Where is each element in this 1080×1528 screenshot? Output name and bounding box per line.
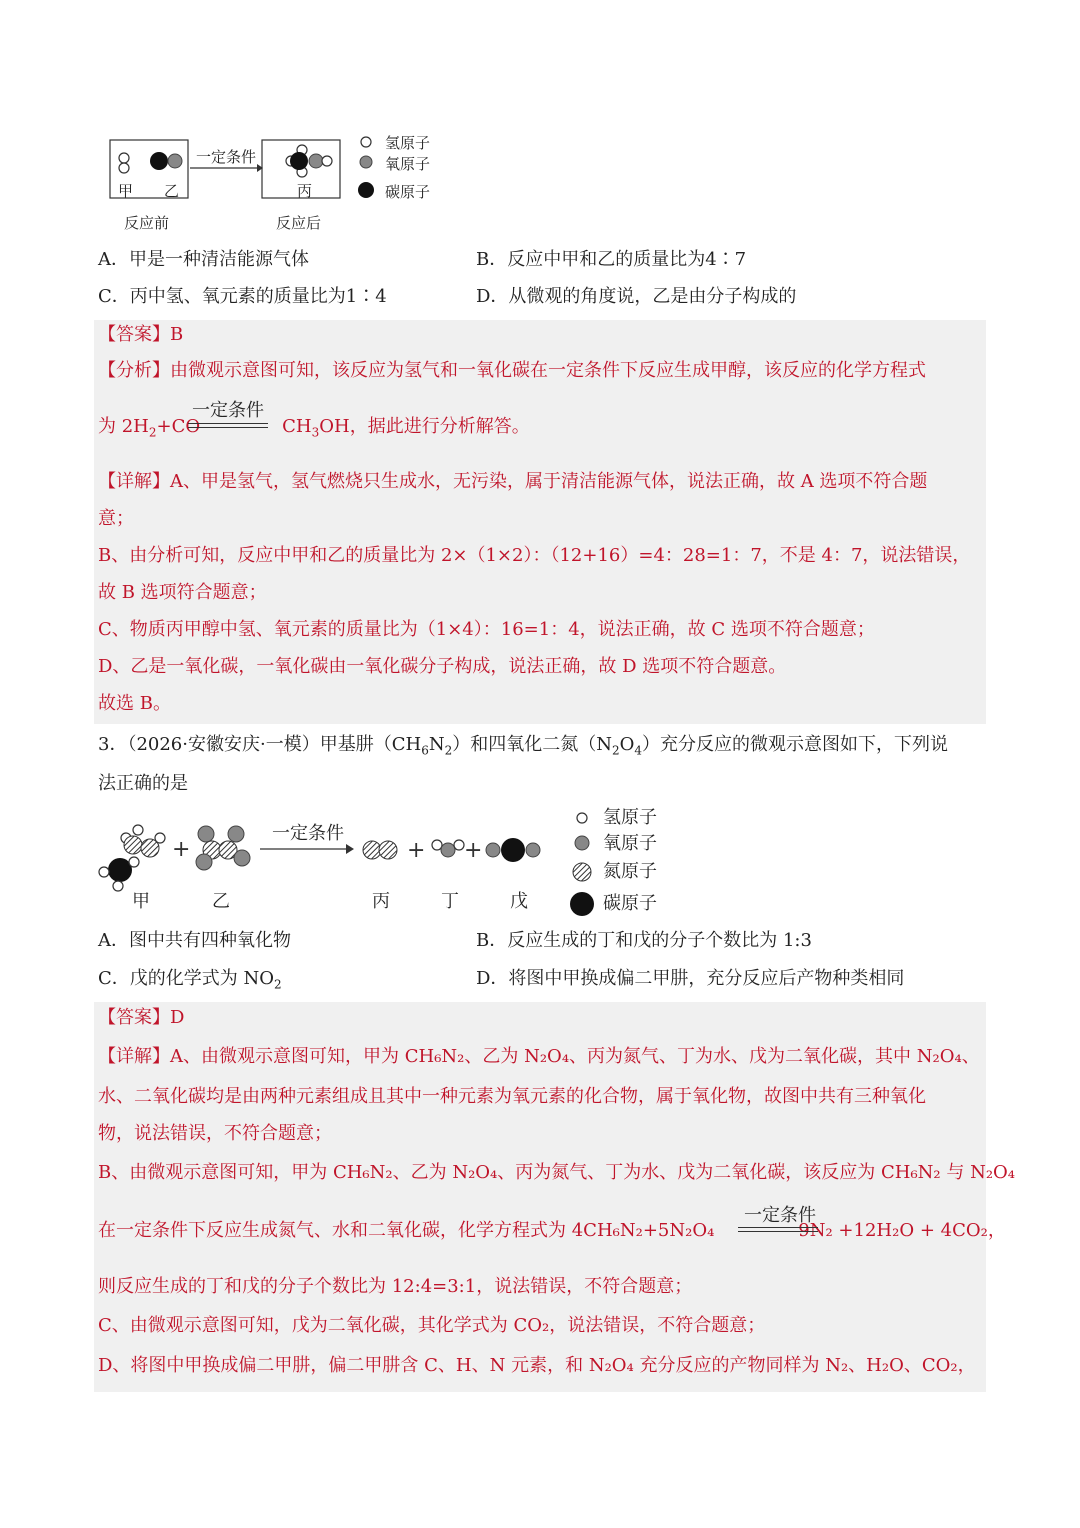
- q2-legend-h: 氢原子: [385, 134, 431, 152]
- q3-stem-line1: 3．（2026·安徽安庆·一模）甲基肼$(CH_6N_2)$和四氧化二氮$(N_2O_4)$充分反应的微观示意图如下，下列说: [98, 734, 949, 758]
- q2-detail-line7: 故选 B。: [98, 693, 171, 714]
- q2-option-b: B．反应中甲和乙的质量比为4∶7: [476, 249, 747, 270]
- svg-text:+: +: [407, 838, 426, 863]
- q3-option-d: D．将图中甲换成偏二甲肼，充分反应后产物种类相同: [476, 968, 905, 989]
- q3-detail-line7: C、由微观示意图可知，戊为二氧化碳，其化学式为 CO₂，说法错误，不符合题意；: [98, 1315, 766, 1336]
- q2-label-bing: 丙: [297, 182, 313, 200]
- q3-detail-line2: 水、二氧化碳均是由两种元素组成且其中一种元素为氧元素的化合物，属于氧化物，故图中共有三种氧化: [98, 1086, 926, 1107]
- q3-detail-line4: B、由微观示意图可知，甲为 CH₆N₂、乙为 N₂O₄、丙为氮气、丁为水、戊为二氧化碳，该反应为 CH₆N₂ 与 N₂O₄: [98, 1162, 1016, 1183]
- q2-detail-line5: C、物质丙甲醇中氢、氧元素的质量比为（1×4）：16=1：4，说法正确，故 C 选项不符合题意；: [98, 619, 875, 640]
- q3-equation-condition: 一定条件: [744, 1205, 816, 1226]
- q3-legend-n: 氮原子: [603, 861, 657, 882]
- h2-atom: [119, 153, 129, 163]
- q3-label-wu: 戊: [510, 891, 528, 912]
- svg-text:+: +: [172, 837, 191, 862]
- q2-arrow-label: 一定条件: [196, 148, 257, 166]
- q3-detail-line8: D、将图中甲换成偏二甲肼，偏二甲肼含 C、H、N 元素，和 N₂O₄ 充分反应的产物同样为 N₂、H₂O、CO₂，: [98, 1355, 976, 1376]
- q3-option-b: B．反应生成的丁和戊的分子个数比为 1:3: [476, 930, 812, 951]
- q3-label-bing: 丙: [372, 891, 390, 912]
- q3-detail-line3: 物，说法错误，不符合题意；: [98, 1123, 332, 1144]
- q2-detail-line3: B、由分析可知，反应中甲和乙的质量比为 2×（1×2）：（12+16）=4：28=1：7，不是 4：7，说法错误，: [98, 545, 971, 566]
- q2-answer: 【答案】B: [98, 324, 184, 345]
- q3-answer: 【答案】D: [98, 1007, 185, 1028]
- q2-detail-line2: 意；: [98, 508, 134, 529]
- q2-equation-arrow: [188, 423, 268, 428]
- q3-arrow-label: 一定条件: [272, 823, 344, 844]
- q3-equation-arrow: [738, 1227, 818, 1232]
- q2-analysis-line1: 【分析】由微观示意图可知，该反应为氢气和一氧化碳在一定条件下反应生成甲醇，该反应的化学方程式: [98, 360, 926, 381]
- q2-caption-before: 反应前: [124, 214, 170, 232]
- q2-detail-line1: 【详解】A、甲是氢气，氢气燃烧只生成水，无污染，属于清洁能源气体，说法正确，故 A 选项不符合题: [98, 471, 928, 492]
- q2-label-yi: 乙: [164, 182, 180, 200]
- q3-stem-line2: 法正确的是: [98, 773, 188, 794]
- q2-legend-o: 氧原子: [385, 155, 431, 173]
- q3-legend-c: 碳原子: [603, 893, 657, 914]
- q2-option-a: A．甲是一种清洁能源气体: [98, 249, 309, 270]
- q2-analysis-condition: 一定条件: [192, 400, 264, 421]
- o-atom: [168, 154, 182, 168]
- q3-option-c: C．戊的化学式为 $NO_2$: [98, 968, 282, 992]
- q2-detail-line4: 故 B 选项符合题意；: [98, 582, 267, 603]
- q2-legend-c: 碳原子: [385, 183, 431, 201]
- q3-legend-o: 氧原子: [603, 833, 657, 854]
- h2-atom: [119, 163, 129, 173]
- q2-detail-line6: D、乙是一氧化碳，一氧化碳由一氧化碳分子构成，说法正确，故 D 选项不符合题意。: [98, 656, 787, 677]
- q3-label-ding: 丁: [441, 891, 459, 912]
- q3-detail-line5: 在一定条件下反应生成氮气、水和二氧化碳，化学方程式为 4CH₆N₂+5N₂O₄ 9N₂ +12H₂O + 4CO₂，: [98, 1220, 1006, 1241]
- q2-option-c: C．丙中氢、氧元素的质量比为1∶4: [98, 286, 387, 307]
- q3-option-a: A．图中共有四种氧化物: [98, 930, 291, 951]
- q3-detail-line6: 则反应生成的丁和戊的分子个数比为 12:4=3:1，说法错误，不符合题意；: [98, 1276, 693, 1297]
- q2-label-jia: 甲: [118, 182, 134, 200]
- q3-detail-line1: 【详解】A、由微观示意图可知，甲为 CH₆N₂、乙为 N₂O₄、丙为氮气、丁为水、戊为二氧化碳，其中 N₂O₄、: [98, 1046, 980, 1067]
- q3-legend-h: 氢原子: [603, 807, 657, 828]
- q3-label-yi: 乙: [212, 891, 230, 912]
- q2-caption-after: 反应后: [276, 214, 322, 232]
- q2-analysis-line2: 为 $2H_2+CO$ $CH_3OH$，据此进行分析解答。: [98, 416, 530, 440]
- svg-text:+: +: [464, 838, 483, 863]
- q3-label-jia: 甲: [132, 891, 150, 912]
- q2-option-d: D．从微观的角度说，乙是由分子构成的: [476, 286, 797, 307]
- c-atom: [150, 152, 168, 170]
